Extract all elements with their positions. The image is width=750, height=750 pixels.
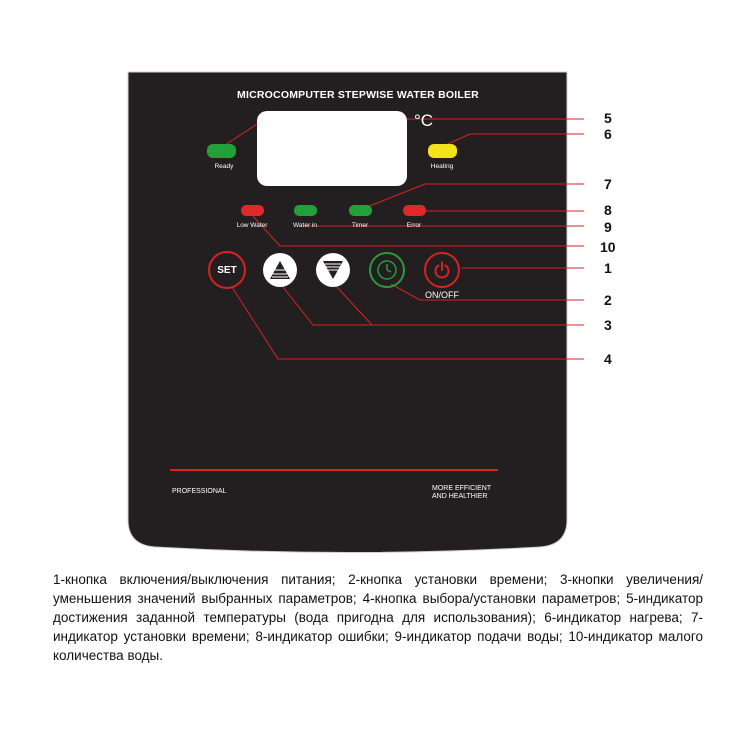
callout-number-3: 3	[604, 317, 612, 333]
timer-indicator-led	[349, 205, 372, 216]
water-in-indicator-label: Water in	[293, 222, 317, 229]
callout-number-10: 10	[600, 239, 616, 255]
legend-caption: 1-кнопка включения/выключения питания; 2-кнопка установки времени; 3-кнопки увеличения/уменьшения значений выбранных параметров; 4-кнопка выбора/установки параметров; 5-индикатор достижения заданной температуры (вода пригодна для использования); 6-индикатор нагрева; 7-индикатор установки времени; 8-индикатор ошибки; 9-индикатор подачи воды; 10-индикатор малого количества воды.	[53, 572, 703, 663]
water-in-indicator-led	[294, 205, 317, 216]
temperature-display	[257, 111, 407, 186]
callout-number-7: 7	[604, 176, 612, 192]
down-arrow-icon	[322, 260, 344, 280]
heating-indicator-label: Heating	[430, 163, 454, 170]
callout-number-9: 9	[604, 219, 612, 235]
callout-number-4: 4	[604, 351, 612, 367]
slogan-line-1: MORE EFFICIENT	[432, 485, 492, 492]
timer-button[interactable]	[369, 252, 405, 288]
callout-number-1: 1	[604, 260, 612, 276]
professional-label: PROFESSIONAL	[172, 488, 227, 495]
error-indicator-label: Error	[406, 222, 422, 229]
power-button[interactable]	[424, 252, 460, 288]
power-icon	[432, 260, 452, 280]
ready-indicator-label: Ready	[214, 163, 234, 170]
onoff-label: ON/OFF	[425, 290, 459, 300]
callout-number-6: 6	[604, 126, 612, 142]
panel-title: MICROCOMPUTER STEPWISE WATER BOILER	[237, 89, 479, 101]
callout-number-5: 5	[604, 110, 612, 126]
slogan-label	[432, 485, 512, 501]
low-water-indicator-label: Low Water	[236, 222, 268, 229]
error-indicator-led	[403, 205, 426, 216]
heating-indicator-led	[428, 144, 457, 158]
low-water-indicator-led	[241, 205, 264, 216]
degree-unit: °C	[414, 111, 434, 130]
callout-number-2: 2	[604, 292, 612, 308]
slogan-line-2: AND HEALTHIER	[432, 493, 488, 500]
set-button[interactable]: SET	[208, 251, 246, 289]
callout-number-8: 8	[604, 202, 612, 218]
decrease-button[interactable]	[316, 253, 350, 287]
ready-indicator-led	[207, 144, 236, 158]
timer-indicator-label: Timer	[351, 222, 369, 229]
up-arrow-icon	[269, 260, 291, 280]
increase-button[interactable]	[263, 253, 297, 287]
clock-icon	[376, 259, 398, 281]
